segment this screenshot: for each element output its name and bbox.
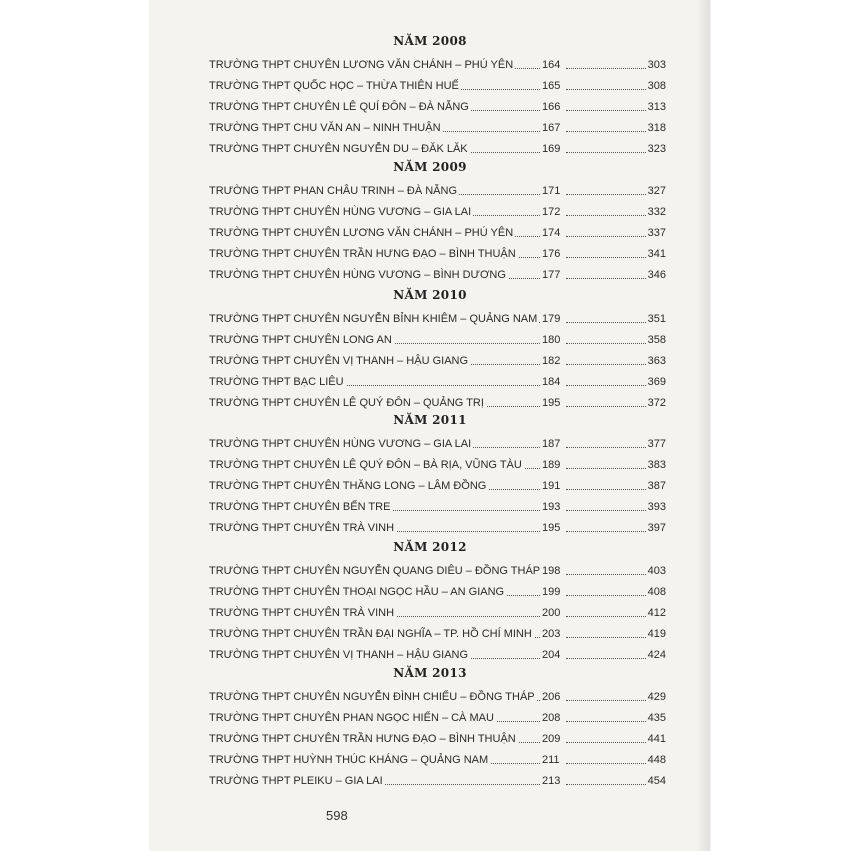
toc-entry-title: TRƯỜNG THPT CHUYÊN NGUYỄN DU – ĐĂK LĂK (209, 140, 470, 158)
year-heading: NĂM 2008 (393, 34, 467, 48)
solution-page-number: 387 (646, 477, 666, 495)
solution-page-number: 383 (646, 456, 666, 474)
toc-entry-title: TRƯỜNG THPT CHUYÊN TRẦN HƯNG ĐẠO – BÌNH THUẬN (209, 730, 518, 748)
toc-entry-title: TRƯỜNG THPT CHUYÊN BẾN TRE (209, 498, 392, 516)
toc-entry-title: TRƯỜNG THPT BẠC LIÊU (209, 373, 346, 391)
toc-entry (209, 373, 666, 391)
toc-entry (209, 625, 666, 643)
problem-page-number: 179 (540, 310, 562, 328)
problem-page-number: 172 (540, 203, 562, 221)
toc-entry (209, 352, 666, 370)
problem-page-number: 169 (540, 140, 562, 158)
toc-entry-title: TRƯỜNG THPT CHUYÊN LƯƠNG VĂN CHÁNH – PHÚ YÊN (209, 224, 515, 242)
year-heading: NĂM 2010 (393, 288, 467, 302)
problem-page-number: 184 (540, 373, 562, 391)
problem-page-number: 182 (540, 352, 562, 370)
problem-page-number: 189 (540, 456, 562, 474)
toc-entry (209, 562, 666, 580)
year-heading: NĂM 2009 (393, 160, 467, 174)
toc-entry (209, 435, 666, 453)
year-heading: NĂM 2011 (393, 413, 467, 427)
toc-entry-title: TRƯỜNG THPT CHUYÊN TRÀ VINH (209, 519, 396, 537)
toc-entry-title: TRƯỜNG THPT CHUYÊN NGUYỄN BỈNH KHIÊM – QUẢNG NAM (209, 310, 539, 328)
toc-entry (209, 688, 666, 706)
toc-entry (209, 266, 666, 284)
toc-entry (209, 119, 666, 137)
toc-entry (209, 519, 666, 537)
toc-entry-title: TRƯỜNG THPT CHUYÊN HÙNG VƯƠNG – BÌNH DƯƠNG (209, 266, 508, 284)
toc-entry-title: TRƯỜNG THPT HUỲNH THÚC KHÁNG – QUẢNG NAM (209, 751, 490, 769)
page-number: 598 (326, 808, 348, 823)
toc-entry (209, 456, 666, 474)
toc-entry-title: TRƯỜNG THPT PHAN CHÂU TRINH – ĐÀ NẴNG (209, 182, 459, 200)
solution-page-number: 323 (646, 140, 666, 158)
problem-page-number: 200 (540, 604, 562, 622)
toc-entry (209, 182, 666, 200)
year-heading: NĂM 2012 (393, 540, 467, 554)
toc-entry-title: TRƯỜNG THPT QUỐC HỌC – THỪA THIÊN HUẾ (209, 77, 461, 95)
toc-entry (209, 77, 666, 95)
toc-entry (209, 56, 666, 74)
problem-page-number: 165 (540, 77, 562, 95)
problem-page-number: 199 (540, 583, 562, 601)
toc-entry (209, 498, 666, 516)
solution-page-number: 372 (646, 394, 666, 412)
solution-page-number: 393 (646, 498, 666, 516)
problem-page-number: 167 (540, 119, 562, 137)
toc-entry (209, 646, 666, 664)
book-page (150, 0, 710, 851)
toc-entry (209, 140, 666, 158)
problem-page-number: 174 (540, 224, 562, 242)
problem-page-number: 204 (540, 646, 562, 664)
solution-page-number: 351 (646, 310, 666, 328)
problem-page-number: 176 (540, 245, 562, 263)
toc-entry (209, 477, 666, 495)
solution-page-number: 429 (646, 688, 666, 706)
solution-page-number: 318 (646, 119, 666, 137)
toc-entry-title: TRƯỜNG THPT CHUYÊN THOẠI NGỌC HẦU – AN GIANG (209, 583, 506, 601)
toc-entry-title: TRƯỜNG THPT CHUYÊN VỊ THANH – HẬU GIANG (209, 646, 470, 664)
solution-page-number: 419 (646, 625, 666, 643)
toc-entry (209, 772, 666, 790)
toc-entry (209, 709, 666, 727)
year-heading: NĂM 2013 (393, 666, 467, 680)
solution-page-number: 412 (646, 604, 666, 622)
toc-entry-title: TRƯỜNG THPT CHUYÊN LÊ QUÝ ĐÔN – BÀ RỊA, VŨNG TÀU (209, 456, 524, 474)
toc-entry (209, 583, 666, 601)
problem-page-number: 180 (540, 331, 562, 349)
solution-page-number: 441 (646, 730, 666, 748)
toc-entry (209, 730, 666, 748)
solution-page-number: 403 (646, 562, 666, 580)
problem-page-number: 195 (540, 394, 562, 412)
toc-entry (209, 394, 666, 412)
problem-page-number: 177 (540, 266, 562, 284)
problem-page-number: 195 (540, 519, 562, 537)
solution-page-number: 435 (646, 709, 666, 727)
problem-page-number: 208 (540, 709, 562, 727)
toc-entry (209, 203, 666, 221)
problem-page-number: 198 (540, 562, 562, 580)
solution-page-number: 337 (646, 224, 666, 242)
toc-entry (209, 604, 666, 622)
toc-entry-title: TRƯỜNG THPT CHUYÊN LƯƠNG VĂN CHÁNH – PHÚ YÊN (209, 56, 515, 74)
toc-entry-title: TRƯỜNG THPT CHUYÊN VỊ THANH – HẬU GIANG (209, 352, 470, 370)
toc-entry-title: TRƯỜNG THPT CHUYÊN HÙNG VƯƠNG – GIA LAI (209, 203, 473, 221)
toc-entry (209, 98, 666, 116)
toc-entry-title: TRƯỜNG THPT CHU VĂN AN – NINH THUẬN (209, 119, 443, 137)
problem-page-number: 203 (540, 625, 562, 643)
solution-page-number: 363 (646, 352, 666, 370)
solution-page-number: 408 (646, 583, 666, 601)
toc-entry (209, 751, 666, 769)
problem-page-number: 191 (540, 477, 562, 495)
toc-entry-title: TRƯỜNG THPT CHUYÊN HÙNG VƯƠNG – GIA LAI (209, 435, 473, 453)
problem-page-number: 211 (540, 751, 562, 769)
toc-entry-title: TRƯỜNG THPT CHUYÊN NGUYỄN ĐÌNH CHIỂU – ĐỒNG THÁP (209, 688, 537, 706)
problem-page-number: 206 (540, 688, 562, 706)
solution-page-number: 424 (646, 646, 666, 664)
toc-entry-title: TRƯỜNG THPT CHUYÊN THĂNG LONG – LÂM ĐỒNG (209, 477, 488, 495)
toc-entry-title: TRƯỜNG THPT CHUYÊN LÊ QUÍ ĐÔN – ĐÀ NẴNG (209, 98, 471, 116)
solution-page-number: 346 (646, 266, 666, 284)
toc-entry (209, 224, 666, 242)
toc-entry-title: TRƯỜNG THPT CHUYÊN TRÀ VINH (209, 604, 396, 622)
toc-entry (209, 245, 666, 263)
solution-page-number: 448 (646, 751, 666, 769)
solution-page-number: 327 (646, 182, 666, 200)
problem-page-number: 164 (540, 56, 562, 74)
solution-page-number: 358 (646, 331, 666, 349)
problem-page-number: 209 (540, 730, 562, 748)
toc-entry (209, 331, 666, 349)
toc-entry-title: TRƯỜNG THPT CHUYÊN TRẦN HƯNG ĐẠO – BÌNH THUẬN (209, 245, 518, 263)
toc-entry-title: TRƯỜNG THPT CHUYÊN LONG AN (209, 331, 394, 349)
problem-page-number: 193 (540, 498, 562, 516)
toc-entry-title: TRƯỜNG THPT PLEIKU – GIA LAI (209, 772, 385, 790)
toc-entry-title: TRƯỜNG THPT CHUYÊN NGUYỄN QUANG DIÊU – ĐỒNG THÁP (209, 562, 542, 580)
solution-page-number: 454 (646, 772, 666, 790)
problem-page-number: 213 (540, 772, 562, 790)
solution-page-number: 303 (646, 56, 666, 74)
solution-page-number: 377 (646, 435, 666, 453)
solution-page-number: 308 (646, 77, 666, 95)
toc-entry-title: TRƯỜNG THPT CHUYÊN PHAN NGỌC HIỂN – CÀ MAU (209, 709, 496, 727)
solution-page-number: 341 (646, 245, 666, 263)
toc-entry-title: TRƯỜNG THPT CHUYÊN TRẦN ĐẠI NGHĨA – TP. HỒ CHÍ MINH (209, 625, 534, 643)
toc-entry-title: TRƯỜNG THPT CHUYÊN LÊ QUÝ ĐÔN – QUẢNG TRỊ (209, 394, 486, 412)
solution-page-number: 332 (646, 203, 666, 221)
problem-page-number: 166 (540, 98, 562, 116)
solution-page-number: 369 (646, 373, 666, 391)
solution-page-number: 313 (646, 98, 666, 116)
problem-page-number: 187 (540, 435, 562, 453)
problem-page-number: 171 (540, 182, 562, 200)
solution-page-number: 397 (646, 519, 666, 537)
toc-entry (209, 310, 666, 328)
